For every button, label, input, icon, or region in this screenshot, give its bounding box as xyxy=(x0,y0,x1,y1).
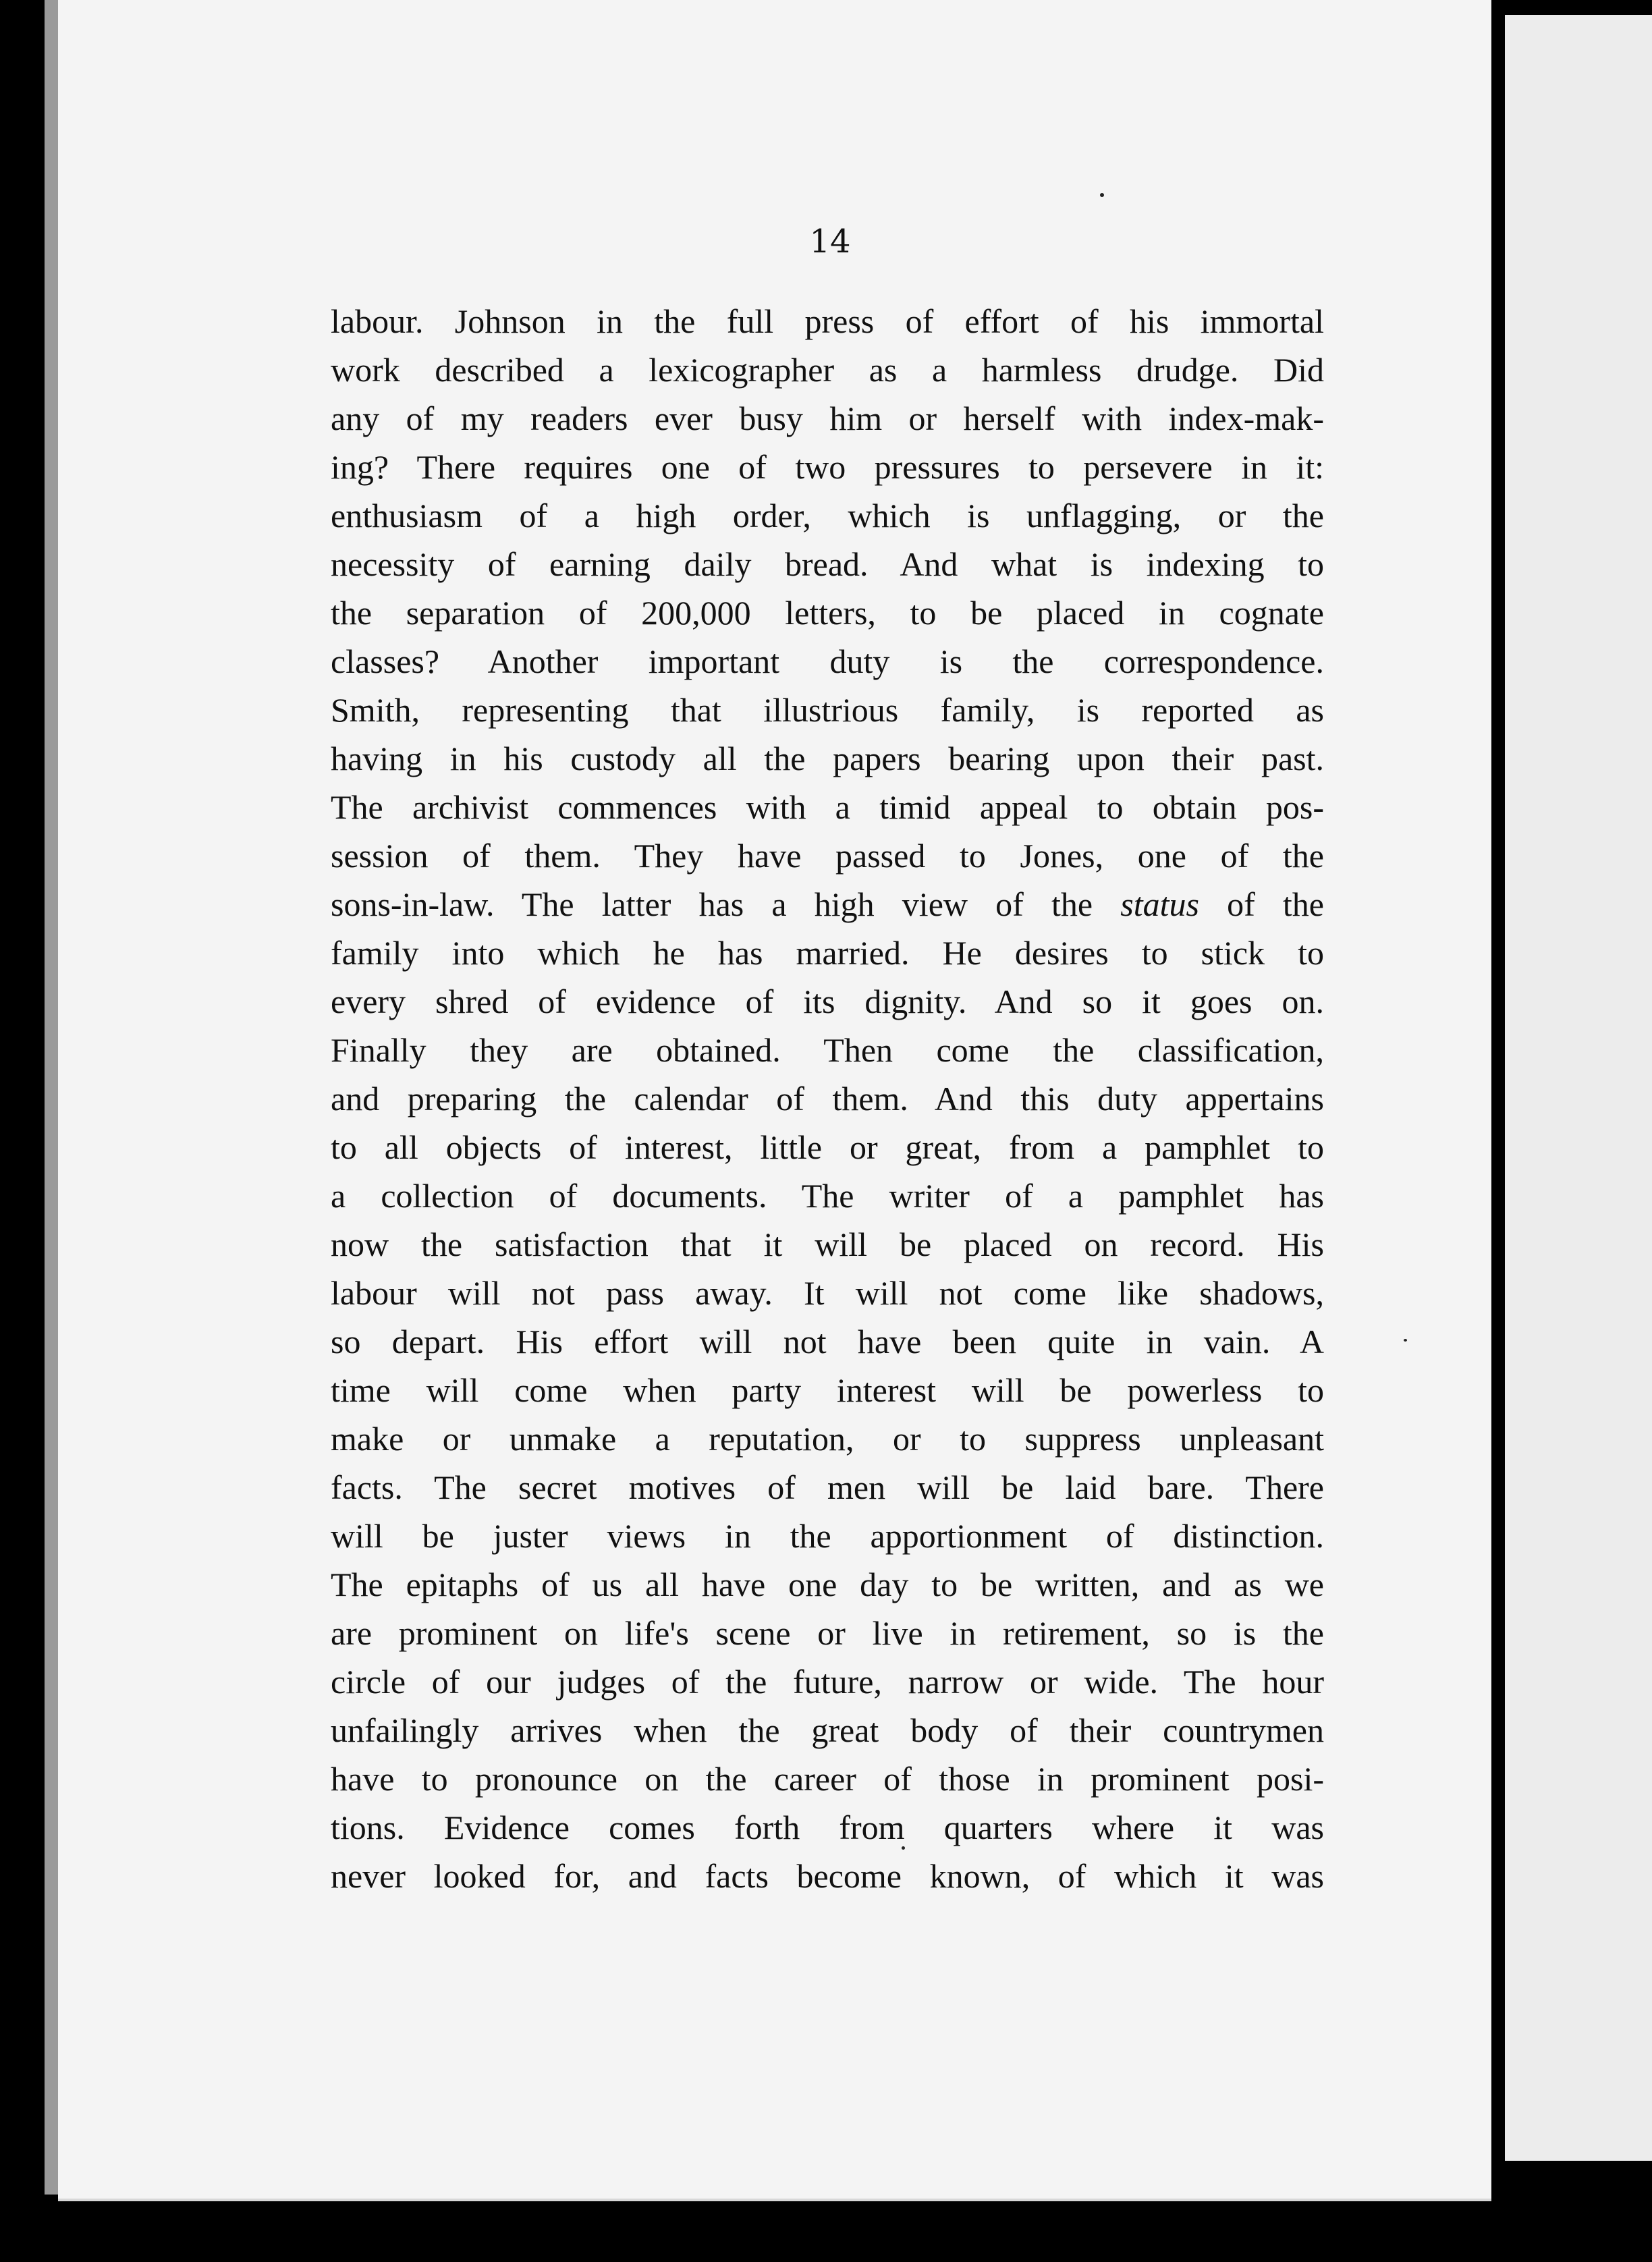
text-line: necessity of earning daily bread. And what is indexing to xyxy=(331,545,1324,583)
text-line: family into which he has married. He desires to stick to xyxy=(331,934,1324,972)
text-line: make or unmake a reputation, or to suppress unpleasant xyxy=(331,1420,1324,1458)
text-line: circle of our judges of the future, narrow or wide. The hour xyxy=(331,1663,1324,1701)
text-line: any of my readers ever busy him or herself with index-mak- xyxy=(331,399,1324,437)
text-line: so depart. His effort will not have been quite in vain. A xyxy=(331,1323,1324,1360)
text-line: will be juster views in the apportionment of distinction. xyxy=(331,1517,1324,1555)
next-page-margin xyxy=(1505,15,1652,2161)
page-left-edge xyxy=(45,0,58,2195)
text-line: and preparing the calendar of them. And this duty appertains xyxy=(331,1080,1324,1118)
italic-word: status xyxy=(1120,885,1199,923)
text-line: facts. The secret motives of men will be laid bare. There xyxy=(331,1468,1324,1506)
text-line: session of them. They have passed to Jones, one of the xyxy=(331,837,1324,875)
text-line: labour will not pass away. It will not come like shadows, xyxy=(331,1274,1324,1312)
text-line: have to pronounce on the career of those in prominent posi- xyxy=(331,1760,1324,1798)
text-line: tions. Evidence comes forth from quarters where it was xyxy=(331,1809,1324,1846)
text-line: to all objects of interest, little or great, from a pamphlet to xyxy=(331,1128,1324,1166)
text-line: every shred of evidence of its dignity. And so it goes on. xyxy=(331,983,1324,1020)
text-line: The archivist commences with a timid appeal to obtain pos- xyxy=(331,788,1324,826)
text-line: are prominent on life's scene or live in retirement, so is the xyxy=(331,1614,1324,1652)
paper-speck xyxy=(1404,1339,1407,1342)
text-line: never looked for, and facts become known, of which it was xyxy=(331,1857,1324,1895)
text-line: a collection of documents. The writer of a pamphlet has xyxy=(331,1177,1324,1215)
text-line: the separation of 200,000 letters, to be placed in cognate xyxy=(331,594,1324,632)
page-number: 14 xyxy=(809,223,851,260)
text-line: now the satisfaction that it will be placed on record. His xyxy=(331,1225,1324,1263)
text-line: Smith, representing that illustrious family, is reported as xyxy=(331,691,1324,729)
text-line: having in his custody all the papers bearing upon their past. xyxy=(331,740,1324,777)
text-line: work described a lexicographer as a harmless drudge. Did xyxy=(331,351,1324,389)
text-line: classes? Another important duty is the correspondence. xyxy=(331,642,1324,680)
binding-gutter xyxy=(1491,0,1505,2262)
text-line: sons-in-law. The latter has a high view of the status of the xyxy=(331,885,1324,923)
text-line: The epitaphs of us all have one day to be written, and as we xyxy=(331,1566,1324,1603)
text-line: Finally they are obtained. Then come the classification, xyxy=(331,1031,1324,1069)
paper-speck xyxy=(1100,193,1104,197)
text-line: ing? There requires one of two pressures to persevere in it: xyxy=(331,448,1324,486)
text-line: unfailingly arrives when the great body of their countrymen xyxy=(331,1711,1324,1749)
text-line: time will come when party interest will be powerless to xyxy=(331,1371,1324,1409)
text-line: labour. Johnson in the full press of effort of his immortal xyxy=(331,302,1324,340)
text-line: enthusiasm of a high order, which is unflagging, or the xyxy=(331,497,1324,534)
body-text xyxy=(331,297,1324,1900)
